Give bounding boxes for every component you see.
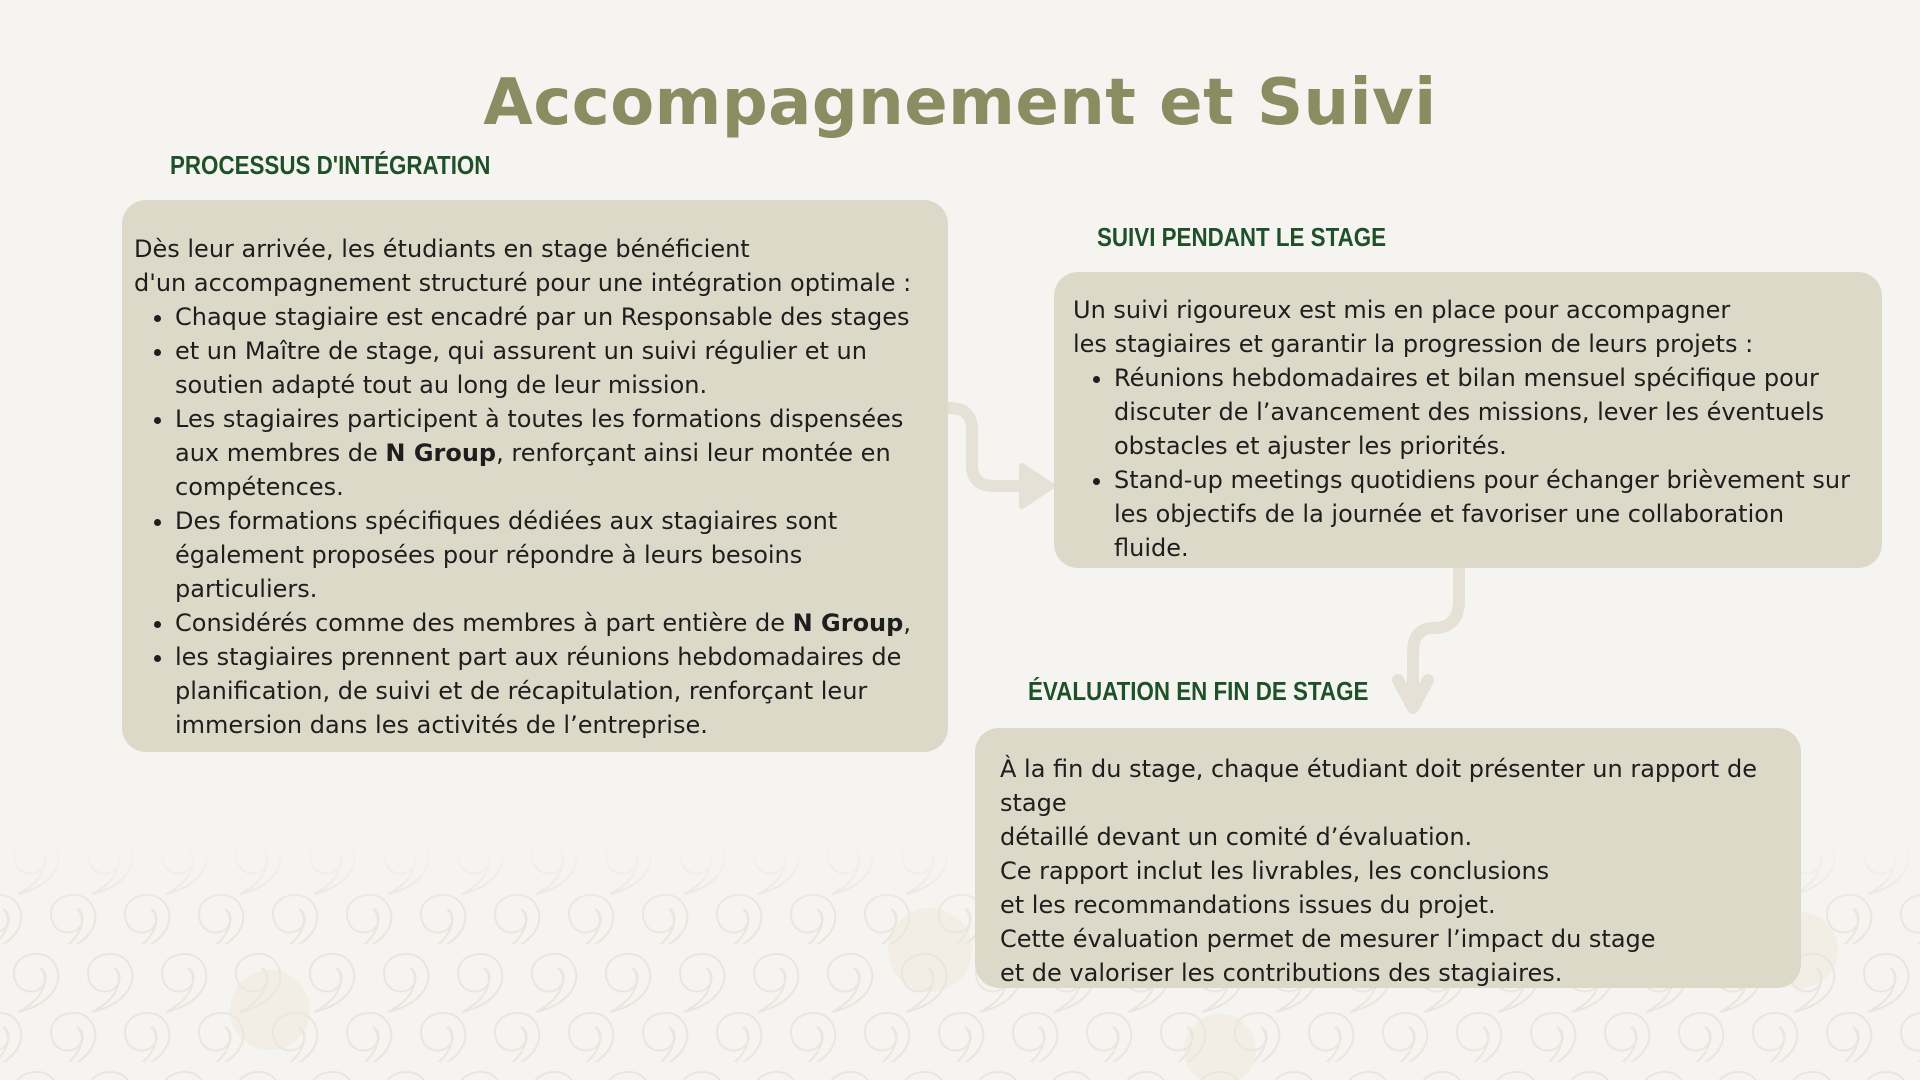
heading-processus-integration: PROCESSUS D'INTÉGRATION [170,150,491,180]
heading-evaluation-fin-stage: ÉVALUATION EN FIN DE STAGE [1028,676,1369,706]
suivi-intro-line-1: Un suivi rigoureux est mis en place pour accompagner [1073,296,1731,324]
integration-bullet-6: • les stagiaires prennent part aux réunions hebdomadaires de planification, de suivi et de récapitulation, renforçant leur immersion dans les activités de l’entreprise. [175,640,928,742]
company-name: N Group [792,609,904,637]
suivi-bullet-1: • Réunions hebdomadaires et bilan mensuel spécifique pour discuter de l’avancement des missions, lever les éventuels obstacles et ajuster les priorités. [1114,361,1864,463]
evaluation-line-2: détaillé devant un comité d’évaluation. [1000,823,1473,851]
integration-bullet-3: • Les stagiaires participent à toutes les formations dispensées aux membres de N Group, renforçant ainsi leur montée en compétences. [175,402,928,504]
integration-bullet-4: • Des formations spécifiques dédiées aux stagiaires sont également proposées pour répondre à leurs besoins particuliers. [175,504,928,606]
integration-bullet-1: • Chaque stagiaire est encadré par un Responsable des stages [175,300,928,334]
integration-bullet-list [134,300,928,742]
evaluation-line-4: et les recommandations issues du projet. [1000,891,1496,919]
evaluation-line-1: À la fin du stage, chaque étudiant doit présenter un rapport de stage [1000,755,1757,817]
integration-bullet-2: • et un Maître de stage, qui assurent un suivi régulier et un soutien adapté tout au long de leur mission. [175,334,928,402]
suivi-bullet-list [1073,361,1864,565]
evaluation-line-5: Cette évaluation permet de mesurer l’impact du stage [1000,925,1656,953]
company-name: N Group [385,439,497,467]
panel-suivi [1054,272,1882,568]
integration-bullet-5: • Considérés comme des membres à part entière de N Group, [175,606,928,640]
suivi-intro-line-2: les stagiaires et garantir la progression de leurs projets : [1073,330,1754,358]
panel-integration [122,200,948,752]
integration-intro-line-2: d'un accompagnement structuré pour une intégration optimale : [134,269,912,297]
arrow-integration-to-suivi-head [1022,466,1052,506]
evaluation-line-6: et de valoriser les contributions des stagiaires. [1000,959,1563,987]
integration-intro-line-1: Dès leur arrivée, les étudiants en stage bénéficient [134,235,750,263]
suivi-bullet-2: • Stand-up meetings quotidiens pour échanger brièvement sur les objectifs de la journée et favoriser une collaboration fluide. [1114,463,1864,565]
evaluation-line-3: Ce rapport inclut les livrables, les conclusions [1000,857,1550,885]
heading-suivi-pendant-stage: SUIVI PENDANT LE STAGE [1097,222,1387,252]
panel-evaluation [975,728,1801,988]
page-title: Accompagnement et Suivi [483,66,1437,140]
